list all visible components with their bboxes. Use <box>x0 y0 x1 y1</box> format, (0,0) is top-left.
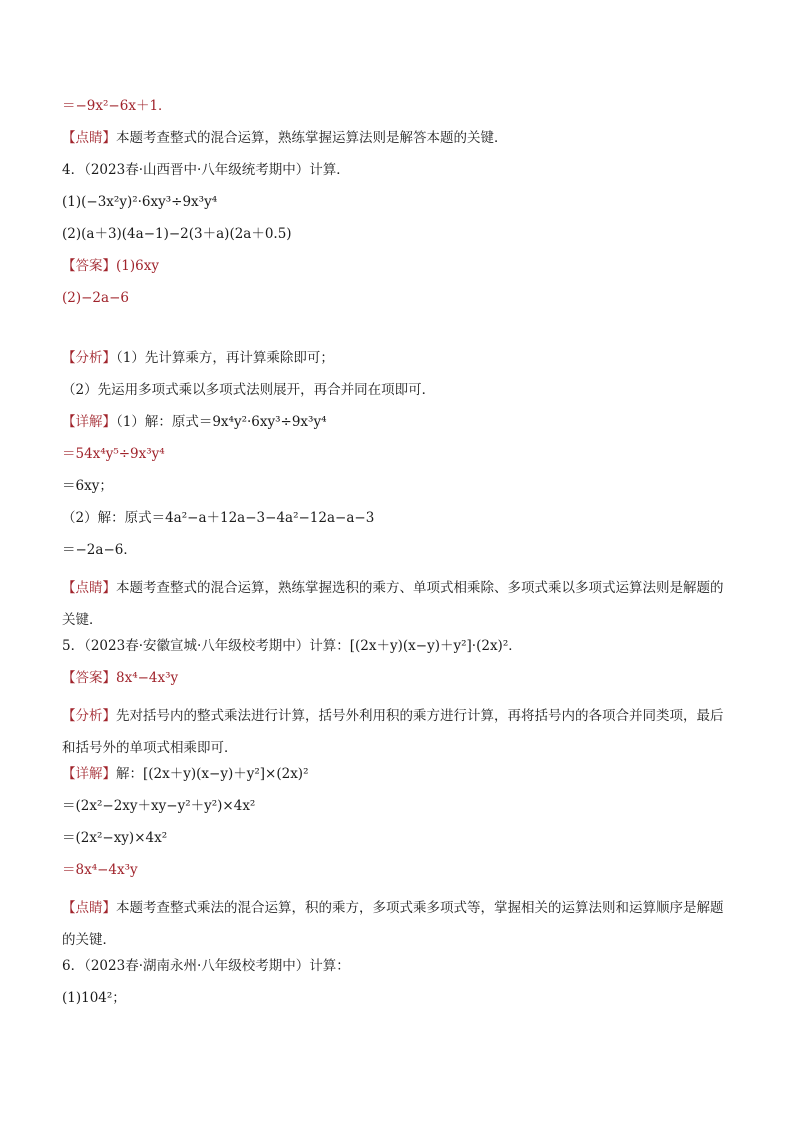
detail-4-step-2 <box>62 444 734 464</box>
line-note-prev <box>62 128 734 148</box>
note-text: 本题考查整式的混合运算，熟练掌握选积的乘方、单项式相乘除、多项式乘以多项式运算法则是解题的关键． <box>62 580 724 628</box>
note-text: 本题考查整式乘法的混合运算，积的乘方，多项式乘多项式等，掌握相关的运算法则和运算顺序是解题的关键． <box>62 900 724 948</box>
tag-label: 【答案】 <box>62 258 116 274</box>
detail-text: ＝(2x²−xy)×4x² <box>62 830 168 846</box>
question-text: 6．（2023春·湖南永州·八年级校考期中）计算： <box>62 958 350 974</box>
detail-4-step-1 <box>62 412 734 432</box>
detail-5-step-3 <box>62 828 734 848</box>
tag-label: 【点睛】 <box>62 130 116 146</box>
detail-text: ＝54x⁴y⁵÷9x³y⁴ <box>62 446 165 462</box>
question-part: (2)(a＋3)(4a−1)−2(3＋a)(2a＋0.5) <box>62 226 292 242</box>
note-text: 本题考查整式的混合运算，熟练掌握运算法则是解答本题的关键． <box>116 130 508 146</box>
analysis-text: （2）先运用多项式乘以多项式法则展开，再合并同在项即可． <box>62 382 436 398</box>
tag-label: 【详解】 <box>62 414 116 430</box>
detail-text: （1）解：原式＝9x⁴y²·6xy³÷9x³y⁴ <box>116 414 327 430</box>
detail-4-step-3 <box>62 476 734 496</box>
note-4 <box>62 572 734 636</box>
question-6-part-1 <box>62 988 734 1008</box>
question-5-title <box>62 636 734 656</box>
tag-label: 【分析】 <box>62 708 116 724</box>
tag-label: 【答案】 <box>62 670 116 686</box>
detail-5-step-4 <box>62 860 734 880</box>
answer-5 <box>62 668 734 688</box>
detail-text: ＝−2a−6． <box>62 542 137 558</box>
detail-text: （2）解：原式＝4a²−a＋12a−3−4a²−12a−a−3 <box>62 510 375 526</box>
detail-text: ＝(2x²−2xy＋xy−y²＋y²)×4x² <box>62 798 256 814</box>
detail-text: ＝6xy； <box>62 478 113 494</box>
math-result: ＝−9x²−6x＋1． <box>62 98 172 114</box>
tag-label: 【分析】 <box>62 350 116 366</box>
tag-label: 【详解】 <box>62 766 116 782</box>
detail-4-step-5 <box>62 540 734 560</box>
note-5 <box>62 892 734 956</box>
tag-label: 【点睛】 <box>62 580 116 596</box>
question-part: (1)104²； <box>62 990 126 1006</box>
tag-label: 【点睛】 <box>62 900 116 916</box>
answer-text: 8x⁴−4x³y <box>116 670 179 686</box>
detail-4-step-4 <box>62 508 734 528</box>
analysis-text: 先对括号内的整式乘法进行计算，括号外利用积的乘方进行计算，再将括号内的各项合并同类项，最后和括号外的单项式相乘即可． <box>62 708 724 756</box>
question-text: 5．（2023春·安徽宣城·八年级校考期中）计算：[(2x＋y)(x−y)＋y²]·(2x)²． <box>62 638 522 654</box>
question-6-title <box>62 956 734 976</box>
question-4-part-2 <box>62 224 734 244</box>
analysis-4-part-2 <box>62 380 734 400</box>
answer-4-part-2 <box>62 288 734 308</box>
answer-text: (1)6xy <box>116 258 159 274</box>
line-result-prev <box>62 96 734 116</box>
answer-text: (2)−2a−6 <box>62 290 129 306</box>
analysis-text: （1）先计算乘方，再计算乘除即可； <box>116 350 334 366</box>
question-part: (1)(−3x²y)²·6xy³÷9x³y⁴ <box>62 194 218 210</box>
detail-5-step-2 <box>62 796 734 816</box>
analysis-4-part-1 <box>62 348 734 368</box>
detail-text: 解：[(2x＋y)(x−y)＋y²]×(2x)² <box>116 766 309 782</box>
question-text: 4．（2023春·山西晋中·八年级统考期中）计算． <box>62 162 350 178</box>
analysis-5 <box>62 700 734 764</box>
answer-4-part-1 <box>62 256 734 276</box>
detail-5-step-1 <box>62 764 734 784</box>
question-4-part-1 <box>62 192 734 212</box>
question-4-title <box>62 160 734 180</box>
detail-text: ＝8x⁴−4x³y <box>62 862 138 878</box>
